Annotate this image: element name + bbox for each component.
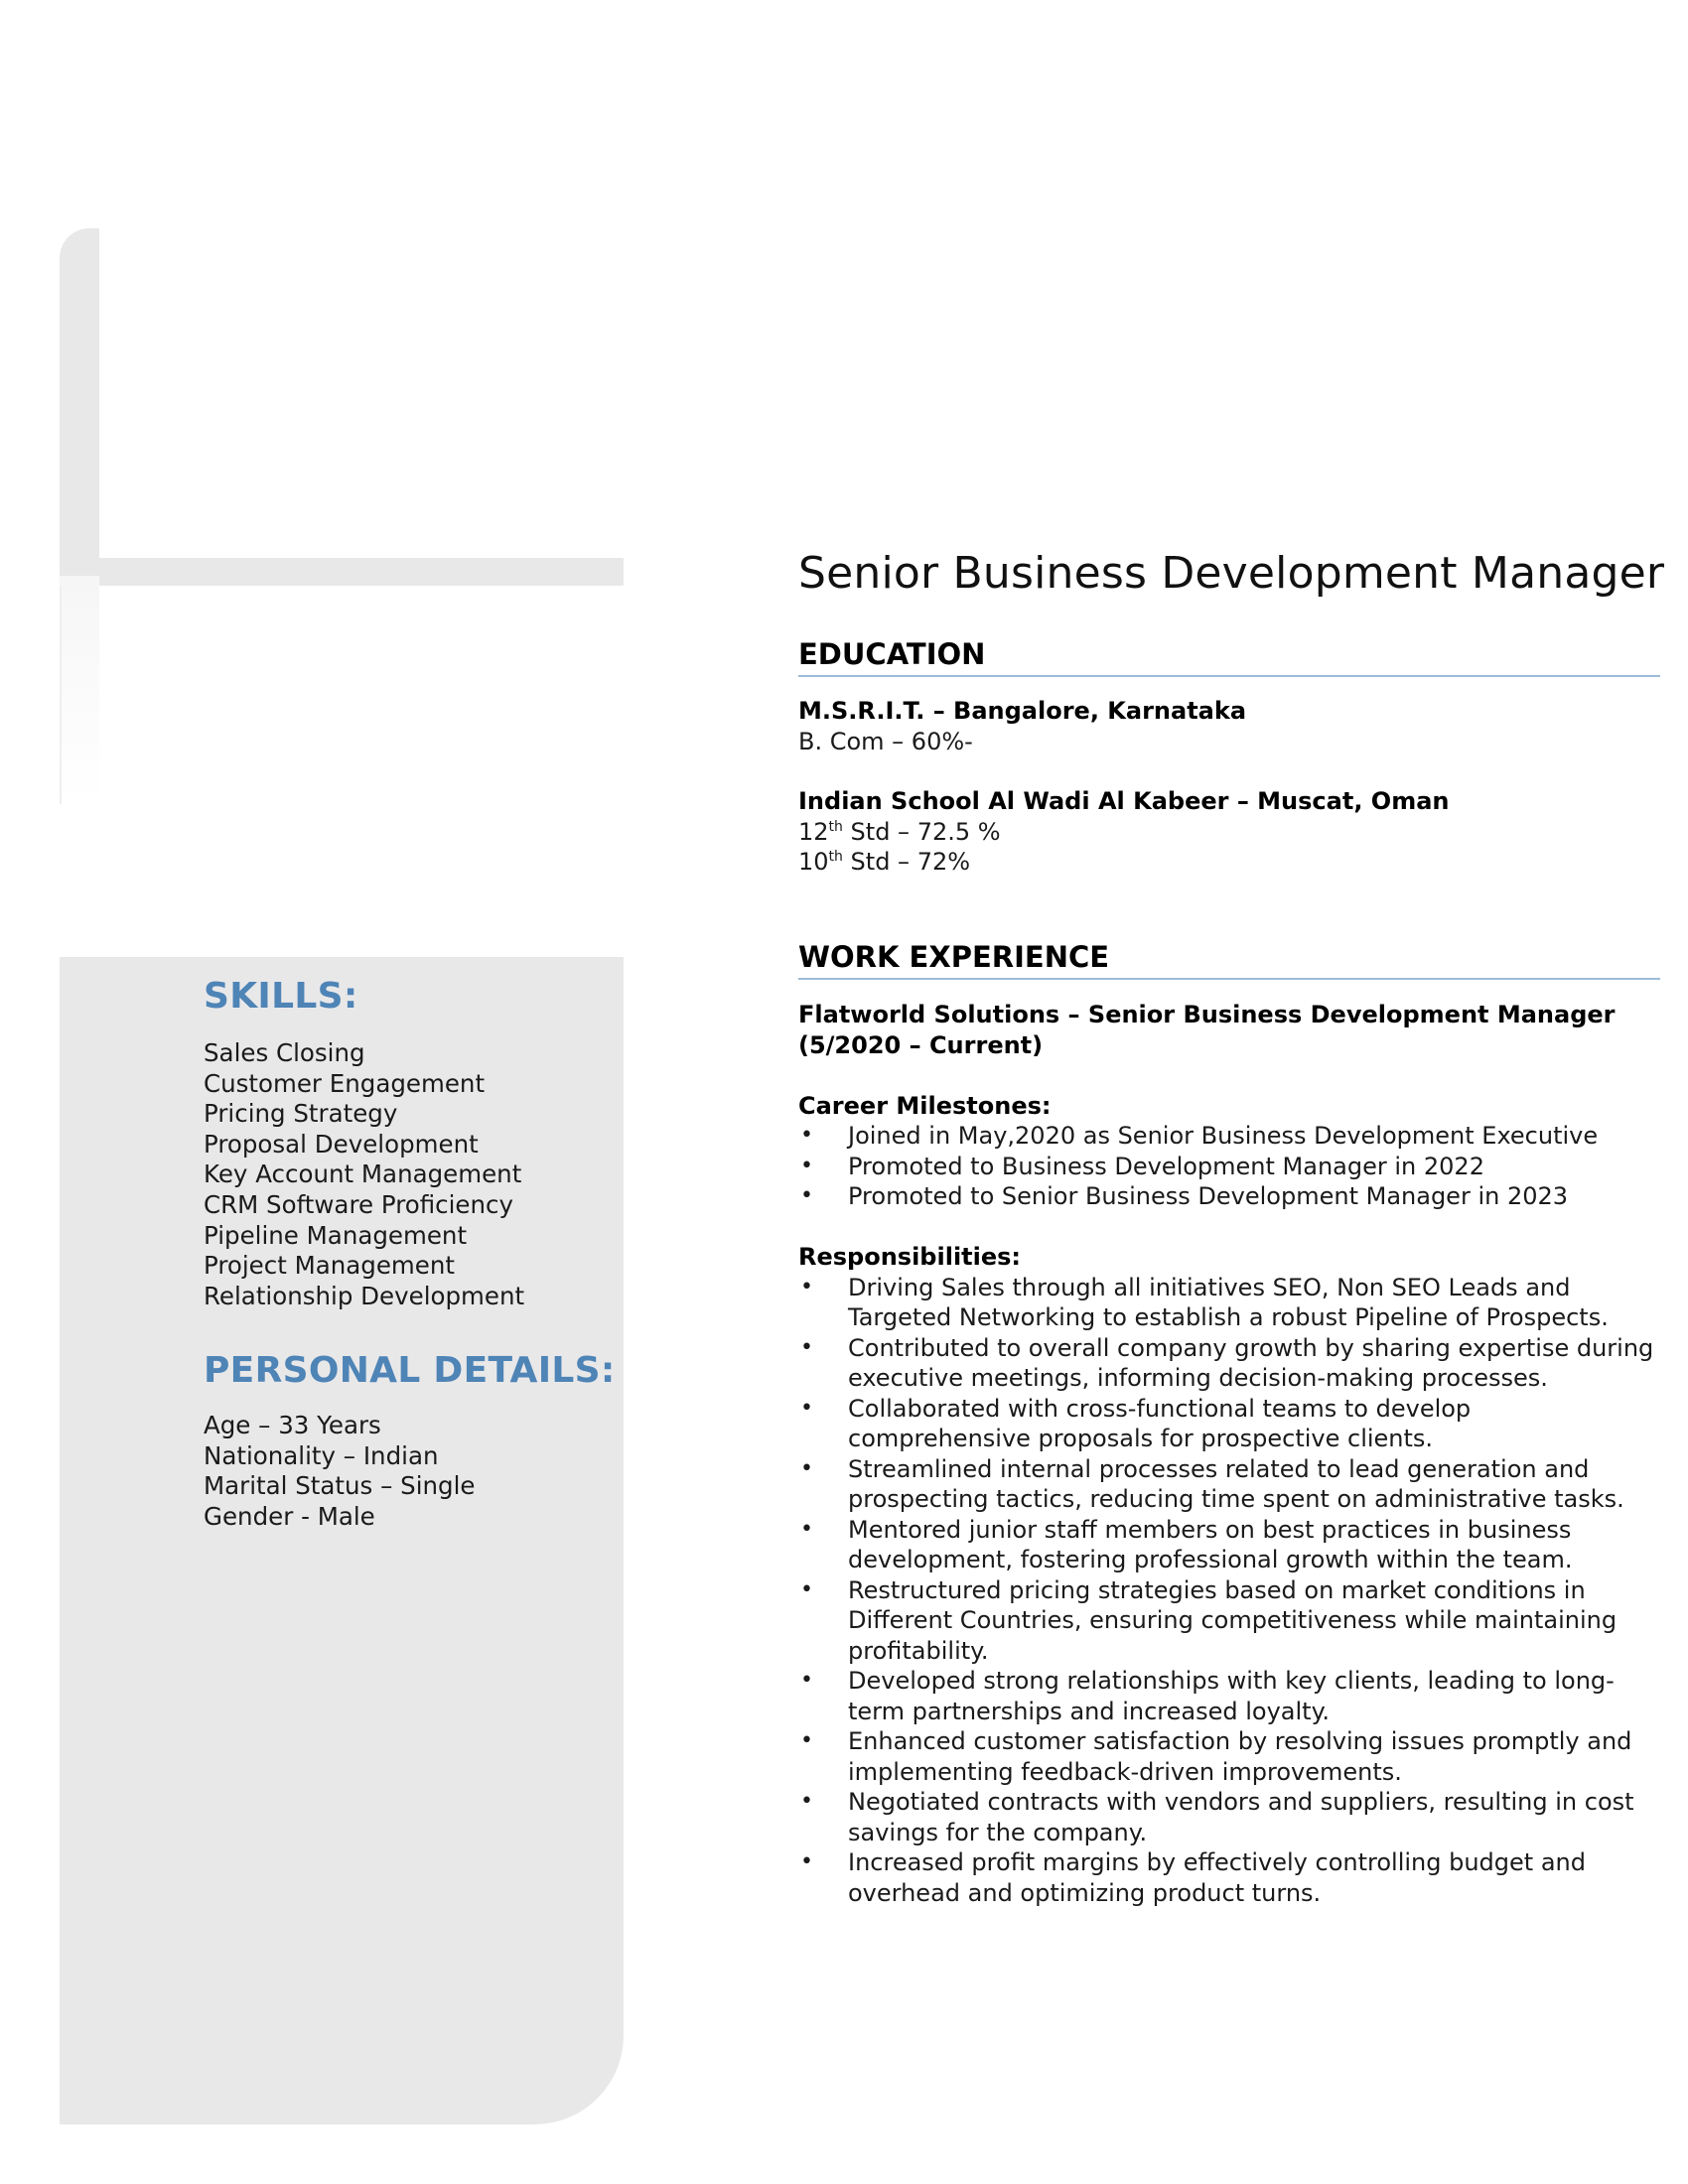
responsibility-item: • Mentored junior staff members on best practices in business development, fostering professional growth within the team. xyxy=(798,1515,1660,1575)
job-title: Senior Business Development Manager xyxy=(798,548,1665,599)
responsibility-item: • Restructured pricing strategies based on market conditions in Different Countries, ensuring competitiveness while maintaining profitability. xyxy=(798,1575,1660,1667)
skill-item: Proposal Development xyxy=(204,1129,479,1159)
milestones-list xyxy=(798,1121,1660,1212)
skill-item: CRM Software Proficiency xyxy=(204,1189,513,1219)
milestone-item: • Promoted to Senior Business Development Manager in 2023 xyxy=(798,1181,1660,1212)
education-entry xyxy=(798,786,1660,878)
skill-item: Customer Engagement xyxy=(204,1068,486,1098)
skill-item: Key Account Management xyxy=(204,1160,522,1189)
personal-details-heading: PERSONAL DETAILS: xyxy=(204,1350,616,1391)
responsibility-item: • Enhanced customer satisfaction by resolving issues promptly and implementing feedback-driven improvements. xyxy=(798,1726,1660,1787)
responsibilities-label: Responsibilities: xyxy=(798,1243,1022,1271)
personal-detail-item: Nationality – Indian xyxy=(204,1440,439,1470)
job-line: Flatworld Solutions – Senior Business Development Manager (5/2020 – Current) xyxy=(798,1001,1616,1059)
milestone-item: • Joined in May,2020 as Senior Business Development Executive xyxy=(798,1121,1660,1152)
personal-details-list xyxy=(204,1411,475,1532)
education-grade: 10th Std – 72% xyxy=(798,848,971,876)
milestone-item: • Promoted to Business Development Manager in 2022 xyxy=(798,1152,1660,1182)
skills-list xyxy=(204,1038,524,1311)
responsibility-item: • Developed strong relationships with key clients, leading to long-term partnerships and increased loyalty. xyxy=(798,1666,1660,1726)
responsibilities-list xyxy=(798,1273,1660,1909)
decorative-fade xyxy=(60,576,99,804)
responsibility-item: • Collaborated with cross-functional teams to develop comprehensive proposals for prospective clients. xyxy=(798,1394,1660,1454)
responsibility-item: • Contributed to overall company growth by sharing expertise during executive meetings, informing decision-making processes. xyxy=(798,1333,1660,1394)
personal-detail-item: Age – 33 Years xyxy=(204,1411,381,1439)
education-school: M.S.R.I.T. – Bangalore, Karnataka xyxy=(798,697,1247,725)
education-degree: B. Com – 60%- xyxy=(798,727,973,755)
skill-item: Relationship Development xyxy=(204,1281,525,1310)
personal-detail-item: Marital Status – Single xyxy=(204,1471,476,1501)
work-experience-heading: WORK EXPERIENCE xyxy=(798,940,1660,980)
decorative-thin-line xyxy=(60,586,62,804)
education-entry xyxy=(798,696,1660,756)
skill-item: Project Management xyxy=(204,1251,456,1281)
responsibility-item: • Driving Sales through all initiatives SEO, Non SEO Leads and Targeted Networking to establish a robust Pipeline of Prospects. xyxy=(798,1273,1660,1333)
responsibility-item: • Streamlined internal processes related to lead generation and prospecting tactics, reducing time spent on administrative tasks. xyxy=(798,1454,1660,1515)
education-grade: 12th Std – 72.5 % xyxy=(798,817,1001,846)
skills-heading: SKILLS: xyxy=(204,976,358,1017)
education-heading: EDUCATION xyxy=(798,637,1660,677)
skill-item: Sales Closing xyxy=(204,1038,365,1067)
work-experience-body xyxy=(798,1000,1660,1908)
responsibility-item: • Negotiated contracts with vendors and suppliers, resulting in cost savings for the company. xyxy=(798,1787,1660,1847)
skill-item: Pipeline Management xyxy=(204,1220,468,1250)
personal-detail-item: Gender - Male xyxy=(204,1501,375,1531)
education-school: Indian School Al Wadi Al Kabeer – Muscat, Oman xyxy=(798,787,1450,815)
decorative-horizontal-bar xyxy=(99,558,624,586)
responsibility-item: • Increased profit margins by effectively controlling budget and overhead and optimizing product turns. xyxy=(798,1847,1660,1908)
skill-item: Pricing Strategy xyxy=(204,1099,398,1129)
milestones-label: Career Milestones: xyxy=(798,1091,1052,1120)
